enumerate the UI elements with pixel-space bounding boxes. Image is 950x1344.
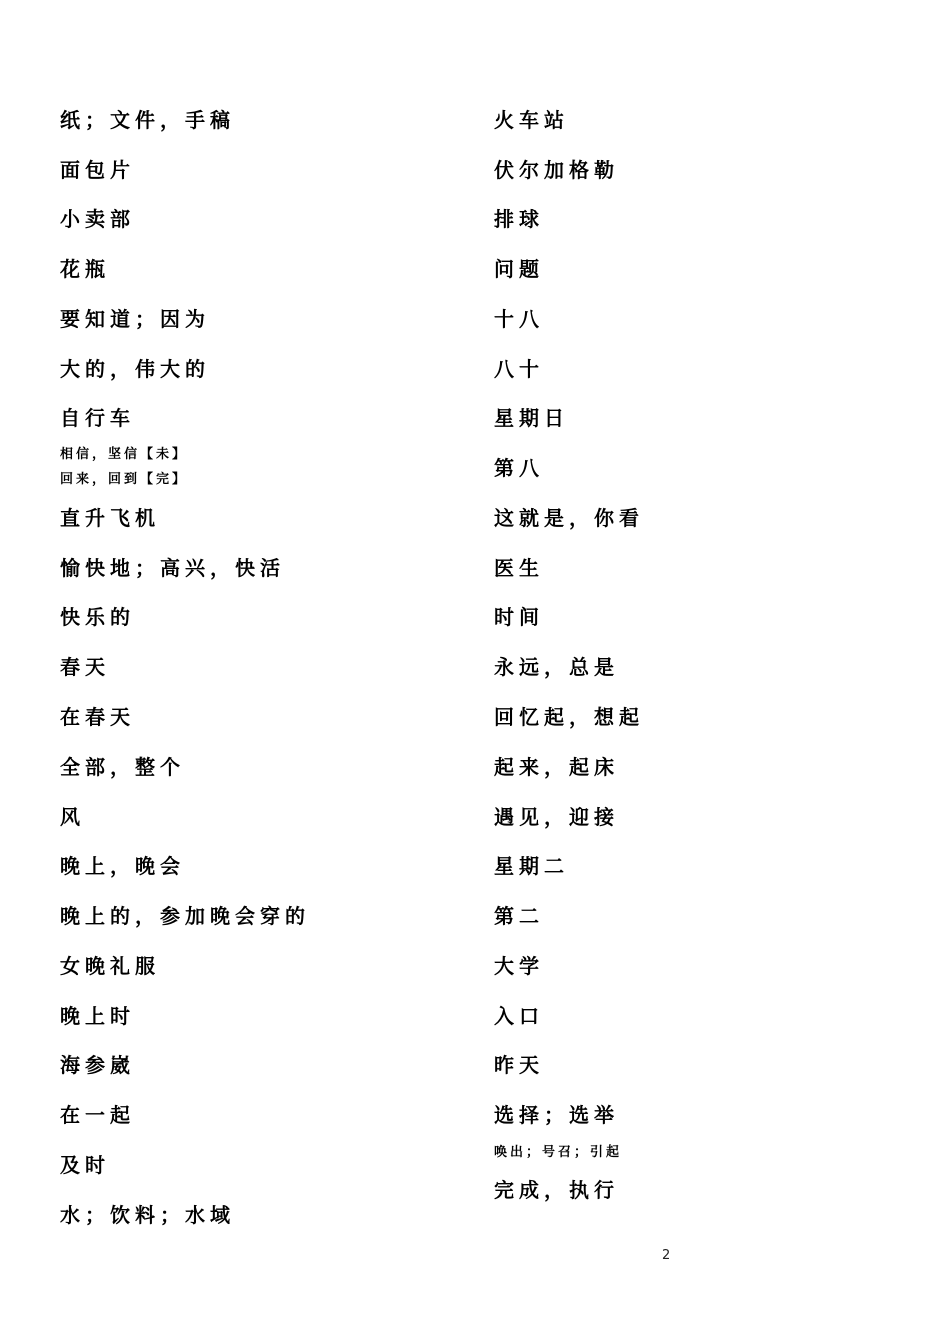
list-item: 第八 <box>494 456 544 480</box>
list-item: 水；饮料；水域 <box>60 1203 235 1227</box>
list-item: 春天 <box>60 655 110 679</box>
list-item: 大学 <box>494 954 544 978</box>
list-item: 回忆起，想起 <box>494 705 644 729</box>
list-item: 及时 <box>60 1153 110 1177</box>
list-item: 十八 <box>494 307 544 331</box>
list-item: 要知道；因为 <box>60 307 210 331</box>
list-item: 在一起 <box>60 1103 135 1127</box>
list-item: 回来，回到【完】 <box>60 472 189 487</box>
list-item: 火车站 <box>494 108 569 132</box>
page-number: 2 <box>662 1248 671 1263</box>
list-item: 唤出；号召；引起 <box>494 1145 623 1160</box>
list-item: 问题 <box>494 257 544 281</box>
list-item: 女晚礼服 <box>60 954 160 978</box>
list-item: 星期二 <box>494 854 569 878</box>
list-item: 这就是，你看 <box>494 506 644 530</box>
list-item: 起来，起床 <box>494 755 619 779</box>
list-item: 全部，整个 <box>60 755 185 779</box>
list-item: 排球 <box>494 207 544 231</box>
list-item: 大的，伟大的 <box>60 357 210 381</box>
list-item: 小卖部 <box>60 207 135 231</box>
list-item: 风 <box>60 805 85 829</box>
list-item: 昨天 <box>494 1053 544 1077</box>
list-item: 愉快地；高兴，快活 <box>60 556 285 580</box>
list-item: 永远，总是 <box>494 655 619 679</box>
list-item: 晚上时 <box>60 1004 135 1028</box>
list-item: 时间 <box>494 605 544 629</box>
list-item: 选择；选举 <box>494 1103 619 1127</box>
list-item: 伏尔加格勒 <box>494 158 619 182</box>
list-item: 星期日 <box>494 406 569 430</box>
list-item: 海参崴 <box>60 1053 135 1077</box>
list-item: 直升飞机 <box>60 506 160 530</box>
list-item: 八十 <box>494 357 544 381</box>
list-item: 第二 <box>494 904 544 928</box>
list-item: 相信，坚信【未】 <box>60 447 189 462</box>
list-item: 快乐的 <box>60 605 135 629</box>
list-item: 纸；文件，手稿 <box>60 108 235 132</box>
list-item: 在春天 <box>60 705 135 729</box>
list-item: 晚上，晚会 <box>60 854 185 878</box>
list-item: 入口 <box>494 1004 544 1028</box>
list-item: 医生 <box>494 556 544 580</box>
list-item: 自行车 <box>60 406 135 430</box>
list-item: 晚上的，参加晚会穿的 <box>60 904 310 928</box>
list-item: 花瓶 <box>60 257 110 281</box>
list-item: 遇见，迎接 <box>494 805 619 829</box>
list-item: 面包片 <box>60 158 135 182</box>
list-item: 完成，执行 <box>494 1178 619 1202</box>
